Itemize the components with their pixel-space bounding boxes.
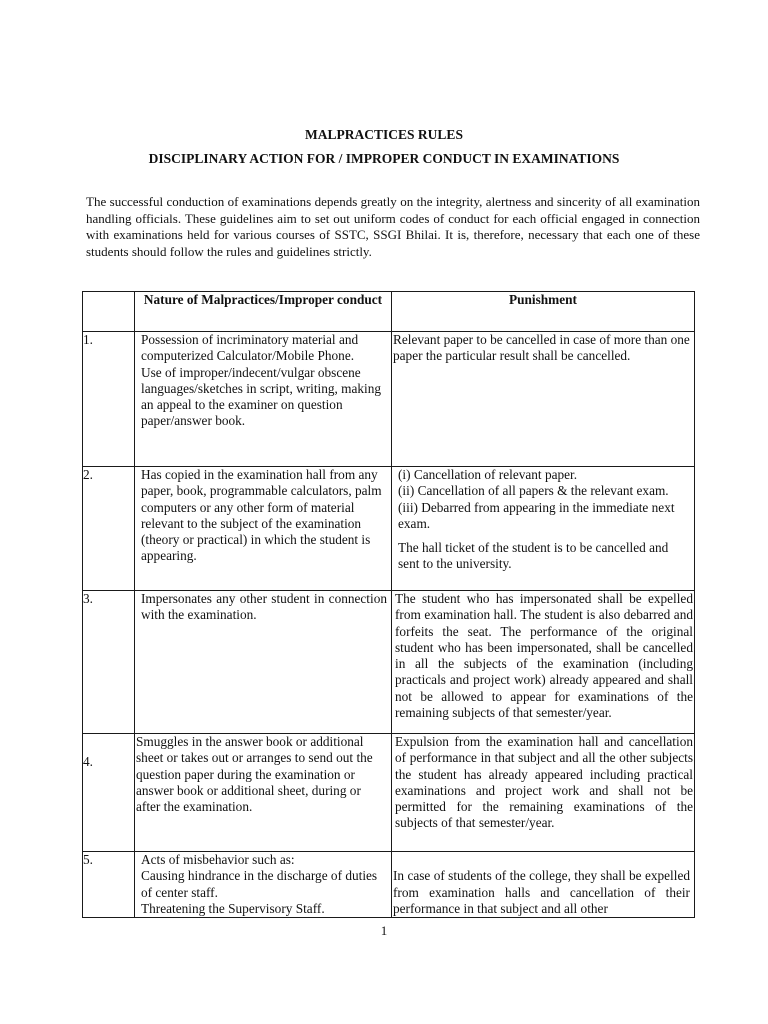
nature-cell: [135, 332, 392, 467]
nature-text: Causing hindrance in the discharge of duties of center staff.: [141, 868, 378, 900]
punishment-cell: [392, 591, 695, 734]
header-number: [83, 292, 135, 332]
nature-text: Smuggles in the answer book or additional sheet or takes out or arranges to send out the question paper during the examination or answer book or additional sheet, during or after the examination.: [136, 734, 373, 815]
row-number: 3.: [83, 591, 135, 734]
nature-text: Threatening the Supervisory Staff.: [141, 900, 325, 916]
document-title: MALPRACTICES RULES: [305, 127, 463, 142]
table-row: [83, 852, 695, 918]
table-row: [83, 332, 695, 467]
nature-cell: [135, 467, 392, 591]
nature-text: Has copied in the examination hall from any paper, book, programmable calculators, palm computers or any other form of material relevant to the subject of the examination (theory or practical) in which the student is appearing.: [141, 467, 382, 564]
table-row: [83, 467, 695, 591]
punishment-text: Expulsion from the examination hall and cancellation of performance in that subject and all the other subjects the student has already appeared including practical examinations and project work and shall not be permitted for the remaining examinations of the subjects of that semester/year.: [395, 734, 693, 831]
nature-text: Possession of incriminatory material and computerized Calculator/Mobile Phone.: [141, 332, 359, 364]
header-punishment: Punishment: [392, 292, 695, 332]
punishment-text: (i) Cancellation of relevant paper.: [398, 467, 578, 482]
row-number: 4.: [83, 734, 135, 852]
nature-cell: [135, 734, 392, 852]
document-subtitle: DISCIPLINARY ACTION FOR / IMPROPER CONDUCT IN EXAMINATIONS: [148, 151, 620, 166]
intro-paragraph: The successful conduction of examinations depends greatly on the integrity, alertness and sincerity of all examination handling officials. These guidelines aim to set out uniform codes of conduct for each official engaged in connection with examinations held for various courses of SSTC, SSGI Bhilai. It is, therefore, necessary that each one of these students should follow the rules and guidelines strictly.: [86, 194, 700, 259]
malpractice-table: [82, 291, 695, 918]
punishment-text: Relevant paper to be cancelled in case of more than one paper the particular result shall be cancelled.: [393, 332, 690, 364]
page-number: 1: [380, 923, 388, 938]
table-row: [83, 734, 695, 852]
nature-text: Use of improper/indecent/vulgar obscene languages/sketches in script, writing, making an appeal to the examiner on question paper/answer book.: [141, 364, 382, 429]
punishment-text: (iii) Debarred from appearing in the immediate next exam.: [398, 499, 675, 531]
nature-cell: [135, 591, 392, 734]
nature-text: Acts of misbehavior such as:: [141, 852, 295, 867]
punishment-cell: [392, 467, 695, 591]
header-nature: Nature of Malpractices/Improper conduct: [135, 292, 392, 332]
punishment-cell: [392, 734, 695, 852]
punishment-cell: [392, 332, 695, 467]
punishment-text: In case of students of the college, they shall be expelled from examination halls and cancellation of their performance in that subject and all other: [393, 868, 690, 916]
nature-cell: [135, 852, 392, 918]
punishment-cell: [392, 852, 695, 918]
table-row: [83, 591, 695, 734]
punishment-text: (ii) Cancellation of all papers & the relevant exam.: [398, 483, 669, 499]
row-number: 2.: [83, 467, 135, 591]
table-header-row: [83, 292, 695, 332]
row-number: 1.: [83, 332, 135, 467]
nature-text: Impersonates any other student in connection with the examination.: [141, 591, 387, 623]
row-number: 5.: [83, 852, 135, 918]
punishment-text: The student who has impersonated shall be expelled from examination hall. The student is also debarred and forfeits the seat. The performance of the original student who has been impersonated, shall be cancelled in all the subjects of the examination (including practicals and project work) already appeared and shall not be allowed to appear for examinations of the remaining subjects of that semester/year.: [395, 591, 693, 721]
punishment-text: The hall ticket of the student is to be cancelled and sent to the university.: [398, 540, 669, 572]
